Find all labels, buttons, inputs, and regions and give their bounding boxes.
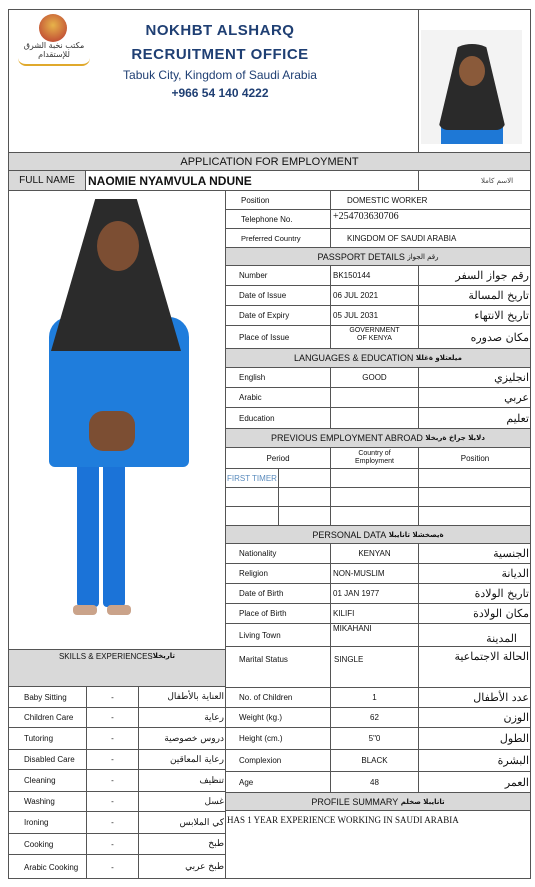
skill-value-tutoring: -	[111, 734, 114, 743]
age-arabic: العمر	[504, 775, 529, 789]
full-name-label: FULL NAME	[8, 170, 86, 191]
col-country	[330, 447, 419, 469]
languages-header	[225, 348, 531, 368]
full-name-value: NAOMIE NYAMVULA NDUNE	[88, 173, 252, 188]
telephone-label: Telephone No.	[241, 214, 293, 224]
weight-label: Weight (kg.)	[239, 713, 282, 722]
weight-value: 62	[370, 713, 379, 722]
preferred-country-value: KINGDOM OF SAUDI ARABIA	[347, 233, 457, 243]
issue-date-label: Date of Issue	[239, 291, 287, 300]
issue-date-value: 06 JUL 2021	[333, 291, 379, 300]
height-label: Height (cm.)	[239, 734, 283, 743]
skill-arabic-cooking: طبخ	[208, 839, 224, 849]
logo-text: مكتب نخبة الشرق للإستقدام	[23, 41, 85, 59]
nationality-label: Nationality	[239, 549, 277, 558]
skills-header-arabic: تاربخلا	[152, 652, 176, 660]
col-country-line1: Country of	[358, 450, 391, 457]
english-label: English	[239, 373, 266, 382]
skill-value-arabic-cooking: -	[111, 862, 114, 872]
company-address: Tabuk City, Kingdom of Saudi Arabia	[123, 68, 317, 82]
col-period: Period	[225, 447, 331, 469]
marital-status-value: SINGLE	[334, 654, 364, 664]
children-label: No. of Children	[239, 693, 293, 702]
previous-employment-header-text: PREVIOUS EMPLOYMENT ABROAD	[270, 433, 423, 443]
skill-arabic-baby-sitting: العناية بالأطفال	[167, 692, 224, 702]
position-value: DOMESTIC WORKER	[347, 195, 428, 205]
living-town-value: MIKAHANI	[333, 624, 372, 633]
marital-status-arabic: الحالة الاجتماعية	[454, 650, 529, 663]
skill-value-disabled-care: -	[111, 755, 114, 764]
place-of-issue-line2: OF KENYA	[357, 335, 392, 342]
children-value: 1	[372, 693, 377, 702]
expiry-date-arabic: تاريخ الانتهاء	[474, 309, 529, 322]
passport-header	[225, 247, 531, 266]
pob-value: KILIFI	[333, 609, 355, 618]
nationality-value: KENYAN	[358, 549, 391, 558]
education-label: Education	[239, 413, 275, 423]
skill-arabic-ironing: كي الملابس	[179, 817, 224, 828]
education-value	[330, 407, 419, 429]
telephone-value: +254703630706	[333, 210, 399, 222]
height-arabic: الطول	[499, 732, 529, 745]
company-name-line1: NOKHBT ALSHARQ	[145, 22, 295, 39]
personal-data-header	[225, 525, 531, 544]
skills-header-text: SKILLS & EXPERIENCES	[58, 652, 153, 661]
previous-employment-header-arabic: دلابلا جراخ ةربخلا	[425, 434, 485, 442]
skill-arabic-cleaning: تنظيف	[199, 775, 224, 786]
passport-header-arabic: رقم الجواز	[407, 252, 439, 261]
english-arabic: انجليزي	[494, 371, 529, 384]
applicant-photo-large	[8, 190, 226, 650]
passport-number-label: Number	[239, 271, 268, 280]
complexion-value: BLACK	[361, 756, 388, 765]
complexion-label: Complexion	[239, 756, 282, 765]
company-name-line2: RECRUITMENT OFFICE	[131, 46, 309, 63]
english-value: GOOD	[362, 373, 387, 382]
passport-number-arabic: رقم جواز السفر	[455, 269, 529, 282]
weight-arabic: الوزن	[503, 711, 529, 724]
living-town-arabic: المدينة	[486, 631, 517, 645]
skill-value-cleaning: -	[111, 776, 114, 785]
profile-summary-header-text: PROFILE SUMMARY	[311, 796, 399, 807]
skill-value-children-care: -	[111, 713, 114, 722]
skill-label-cleaning: Cleaning	[24, 776, 56, 785]
passport-number-value: BK150144	[333, 271, 371, 280]
personal-data-header-arabic: ةيصخشلا تانايبلا	[388, 530, 444, 539]
skill-arabic-children-care: رعاية	[204, 712, 224, 723]
nationality-arabic: الجنسية	[493, 547, 529, 560]
expiry-date-value: 05 JUL 2031	[333, 311, 379, 320]
living-town-label: Living Town	[239, 630, 281, 640]
arabic-label: Arabic	[239, 393, 262, 402]
first-timer-label: FIRST TIMER	[227, 473, 277, 483]
age-value: 48	[370, 777, 379, 787]
religion-arabic: الديانة	[501, 567, 529, 580]
previous-employment-header	[225, 428, 531, 448]
expiry-date-label: Date of Expiry	[239, 311, 290, 320]
col-country-line2: Employment	[355, 458, 394, 465]
skill-arabic-tutoring: دروس خصوصية	[164, 733, 224, 744]
religion-value: NON-MUSLIM	[333, 569, 385, 578]
issue-date-arabic: تاريخ المسالة	[468, 289, 529, 302]
pob-label: Place of Birth	[239, 609, 287, 618]
age-label: Age	[239, 777, 254, 787]
dob-value: 01 JAN 1977	[333, 589, 380, 598]
religion-label: Religion	[239, 569, 268, 578]
skill-label-children-care: Children Care	[24, 713, 74, 722]
skills-header	[8, 649, 226, 687]
logo-emblem-icon	[39, 14, 67, 42]
dob-label: Date of Birth	[239, 589, 284, 598]
skill-label-arabic-cooking: Arabic Cooking	[24, 862, 79, 872]
col-position: Position	[460, 453, 490, 463]
skill-label-cooking: Cooking	[24, 839, 54, 849]
skill-label-tutoring: Tutoring	[24, 734, 54, 743]
profile-summary-header-arabic: تانايبلا صخلم	[400, 797, 445, 806]
place-of-issue-arabic: مكان صدوره	[470, 330, 529, 344]
skill-label-baby-sitting: Baby Sitting	[24, 692, 67, 702]
skill-label-disabled-care: Disabled Care	[24, 755, 75, 764]
form-title: APPLICATION FOR EMPLOYMENT	[8, 152, 531, 171]
skill-label-washing: Washing	[24, 797, 55, 806]
preferred-country-label: Preferred Country	[241, 233, 301, 243]
passport-header-text: PASSPORT DETAILS	[317, 251, 405, 262]
skill-label-ironing: Ironing	[24, 818, 49, 827]
skill-value-washing: -	[111, 797, 114, 806]
personal-data-header-text: PERSONAL DATA	[312, 529, 387, 540]
skill-value-cooking: -	[111, 839, 114, 849]
skill-value-baby-sitting: -	[111, 692, 114, 702]
full-name-arabic: الاسم كاملا	[418, 170, 531, 191]
arabic-arabic: عربي	[504, 391, 529, 404]
height-value: 5"0	[368, 734, 381, 743]
previous-subcol	[278, 468, 331, 526]
education-arabic: تعليم	[506, 411, 529, 425]
arabic-value	[330, 387, 419, 408]
dob-arabic: تاريخ الولادة	[474, 587, 529, 600]
logo-swoosh	[18, 58, 90, 66]
languages-header-text: LANGUAGES & EDUCATION	[294, 353, 414, 363]
pob-arabic: مكان الولادة	[473, 607, 529, 620]
skill-arabic-disabled-care: رعاية المعاقين	[169, 754, 224, 765]
place-of-issue-line1: GOVERNMENT	[349, 327, 400, 334]
profile-summary-text: HAS 1 YEAR EXPERIENCE WORKING IN SAUDI ARABIA	[227, 815, 459, 825]
skill-arabic-washing: غسل	[204, 796, 224, 807]
applicant-photo-small	[421, 30, 522, 144]
previous-country-col	[330, 468, 419, 526]
position-label: Position	[241, 195, 270, 205]
children-arabic: عدد الأطفال	[473, 691, 529, 704]
place-of-issue-value	[330, 327, 419, 349]
languages-header-arabic: ميلعتلاو ةغللا	[415, 354, 462, 362]
complexion-arabic: البشرة	[497, 754, 529, 767]
profile-summary-header	[225, 792, 531, 811]
skill-value-ironing: -	[111, 818, 114, 827]
company-logo	[12, 14, 96, 66]
skill-arabic-arabic-cooking: طبخ عربي	[185, 862, 224, 872]
place-of-issue-label: Place of Issue	[239, 332, 290, 342]
company-phone: +966 54 140 4222	[171, 86, 269, 100]
marital-status-label: Marital Status	[239, 654, 288, 664]
